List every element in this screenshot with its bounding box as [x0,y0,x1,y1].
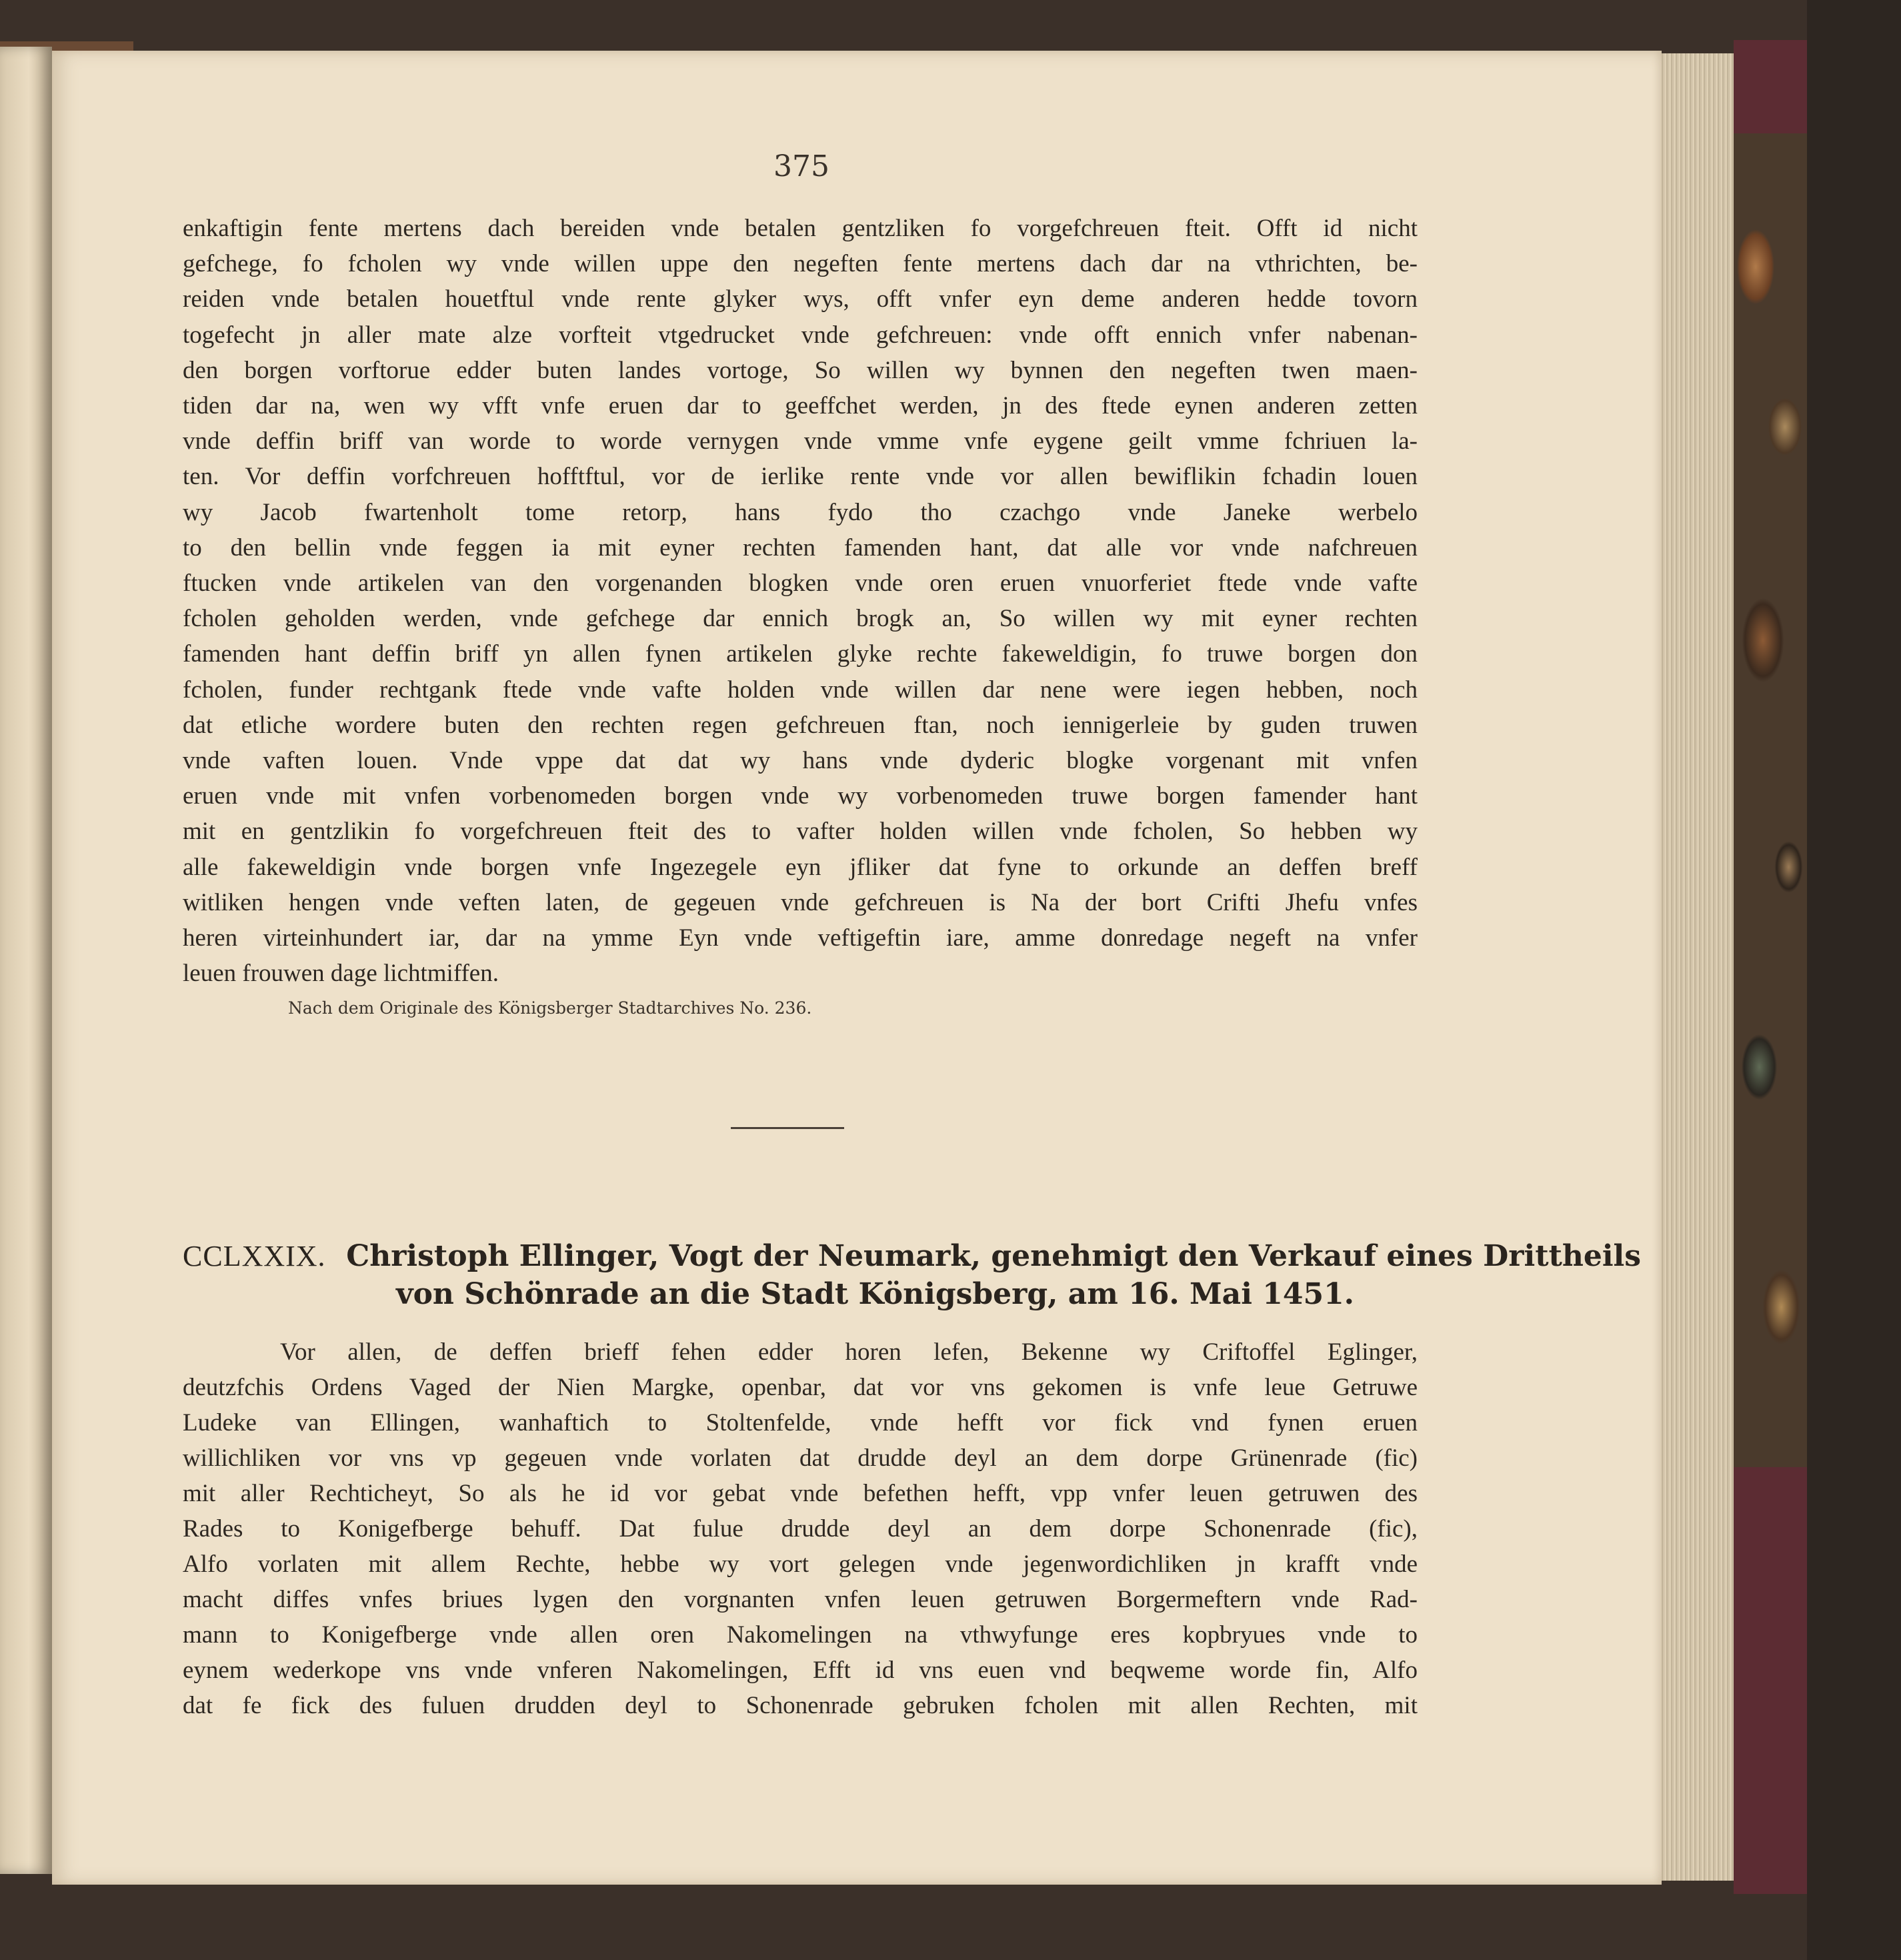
text-line: mit aller Rechticheyt, So als he id vor gebat vnde befethen hefft, vpp vnfer leuen getruwen des [183,1480,1418,1507]
text-line: mann to Konigefberge vnde allen oren Nakomelingen na vthwyfunge eres kopbryues vnde to [183,1621,1418,1649]
text-line: gefchege, fo fcholen wy vnde willen uppe den negeften fente mertens dach dar na vthrichten, be- [183,250,1418,278]
text-line: tiden dar na, wen wy vfft vnfe eruen dar to geeffchet werden, jn des ftede eynen anderen zetten [183,392,1418,419]
section-separator [731,1127,844,1129]
text-line: mit en gentzlikin fo vorgefchreuen fteit des to vafter holden willen vnde fcholen, So hebben wy [183,818,1418,846]
document-number: CCLXXIX. [183,1240,326,1272]
marbled-endpaper [1734,133,1807,1467]
text-line: fcholen geholden werden, vnde gefchege dar ennich brogk an, So willen wy mit eyner rechten [183,605,1418,633]
text-line: dat etliche wordere buten den rechten regen gefchreuen ftan, noch iennigerleie by guden truwen [183,711,1418,739]
text-line: eynem wederkope vns vnde vnferen Nakomelingen, Efft id vns euen vnd beqweme worde fin, Alfo [183,1657,1418,1684]
text-line: Alfo vorlaten mit allem Rechte, hebbe wy vort gelegen vnde jegenwordichliken jn krafft vnde [183,1551,1418,1578]
text-line: macht diffes vnfes briues lygen den vorgnanten vnfen leuen getruwen Borgermeftern vnde Rad- [183,1586,1418,1613]
text-line: den borgen vorftorue edder buten landes vortoge, So willen wy bynnen den negeften twen maen- [183,356,1418,384]
text-line: Rades to Konigefberge behuff. Dat fulue drudde deyl an dem dorpe Schonenrade (fic), [183,1515,1418,1543]
page-block-edges [1659,53,1734,1881]
text-line: wy Jacob fwartenholt tome retorp, hans fydo tho czachgo vnde Janeke werbelo [183,498,1418,526]
background-right [1807,0,1901,1960]
text-line: witliken hengen vnde veften laten, de gegeuen vnde gefchreuen is Na der bort Crifti Jhefu vnfes [183,888,1418,916]
text-line: eruen vnde mit vnfen vorbenomeden borgen vnde wy vorbenomeden truwe borgen famender hant [183,782,1418,810]
text-line: Ludeke van Ellingen, wanhaftich to Stoltenfelde, vnde hefft vor fick vnd fynen eruen [183,1409,1418,1436]
previous-page-edge [0,47,52,1874]
heading-title-line-2: von Schönrade an die Stadt Königsberg, am 16. Mai 1451. [396,1277,1355,1311]
text-line: vnde vaften louen. Vnde vppe dat dat wy hans vnde dyderic blogke vorgenant mit vnfen [183,747,1418,774]
source-note: Nach dem Originale des Königsberger Stadtarchives No. 236. [288,998,812,1018]
text-line: heren virteinhundert iar, dar na ymme Eyn vnde veftigeftin iare, amme donredage negeft na vnfer [183,924,1418,952]
text-line: togefecht jn aller mate alze vorfteit vtgedrucket vnde gefchreuen: vnde offt ennich vnfer nabenan- [183,321,1418,349]
text-line: ftucken vnde artikelen van den vorgenanden blogken vnde oren eruen vnuorferiet ftede vnde vafte [183,570,1418,597]
text-line: to den bellin vnde feggen ia mit eyner rechten famenden hant, dat alle vor vnde nafchreuen [183,534,1418,562]
page-number: 375 [773,149,829,183]
text-line: leuen frouwen dage lichtmiffen. [183,960,499,988]
text-line: Vor allen, de deffen brieff fehen edder horen lefen, Bekenne wy Criftoffel Eglinger, [280,1338,1418,1366]
text-line: ten. Vor deffin vorfchreuen hofftftul, vor de ierlike rente vnde vor allen bewiflikin fchadin louen [183,463,1418,491]
text-line: enkaftigin fente mertens dach bereiden vnde betalen gentzliken fo vorgefchreuen fteit. Offt id nicht [183,215,1418,242]
text-line: alle fakeweldigin vnde borgen vnfe Ingezegele eyn jfliker dat fyne to orkunde an deffen breff [183,853,1418,881]
text-line: deutzfchis Ordens Vaged der Nien Margke, openbar, dat vor vns gekomen is vnfe leue Getruwe [183,1374,1418,1401]
text-line: reiden vnde betalen houetftul vnde rente glyker wys, offt vnfer eyn deme anderen hedde tovorn [183,285,1418,313]
text-line: vnde deffin briff van worde to worde vernygen vnde vmme vnfe eygene geilt vmme fchriuen la- [183,427,1418,455]
text-line: famenden hant deffin briff yn allen fynen artikelen glyke rechte fakeweldigin, fo truwe borgen don [183,640,1418,668]
document-heading [183,1238,1642,1275]
heading-title-line-1: Christoph Ellinger, Vogt der Neumark, genehmigt den Verkauf eines Drittheils [346,1239,1642,1273]
text-line: fcholen, funder rechtgank ftede vnde vafte holden vnde willen dar nene were iegen hebben, noch [183,676,1418,704]
text-line: dat fe fick des fuluen drudden deyl to Schonenrade gebruken fcholen mit allen Rechten, mit [183,1692,1418,1719]
text-line: willichliken vor vns vp gegeuen vnde vorlaten dat drudde deyl an dem dorpe Grünenrade (fic) [183,1444,1418,1472]
